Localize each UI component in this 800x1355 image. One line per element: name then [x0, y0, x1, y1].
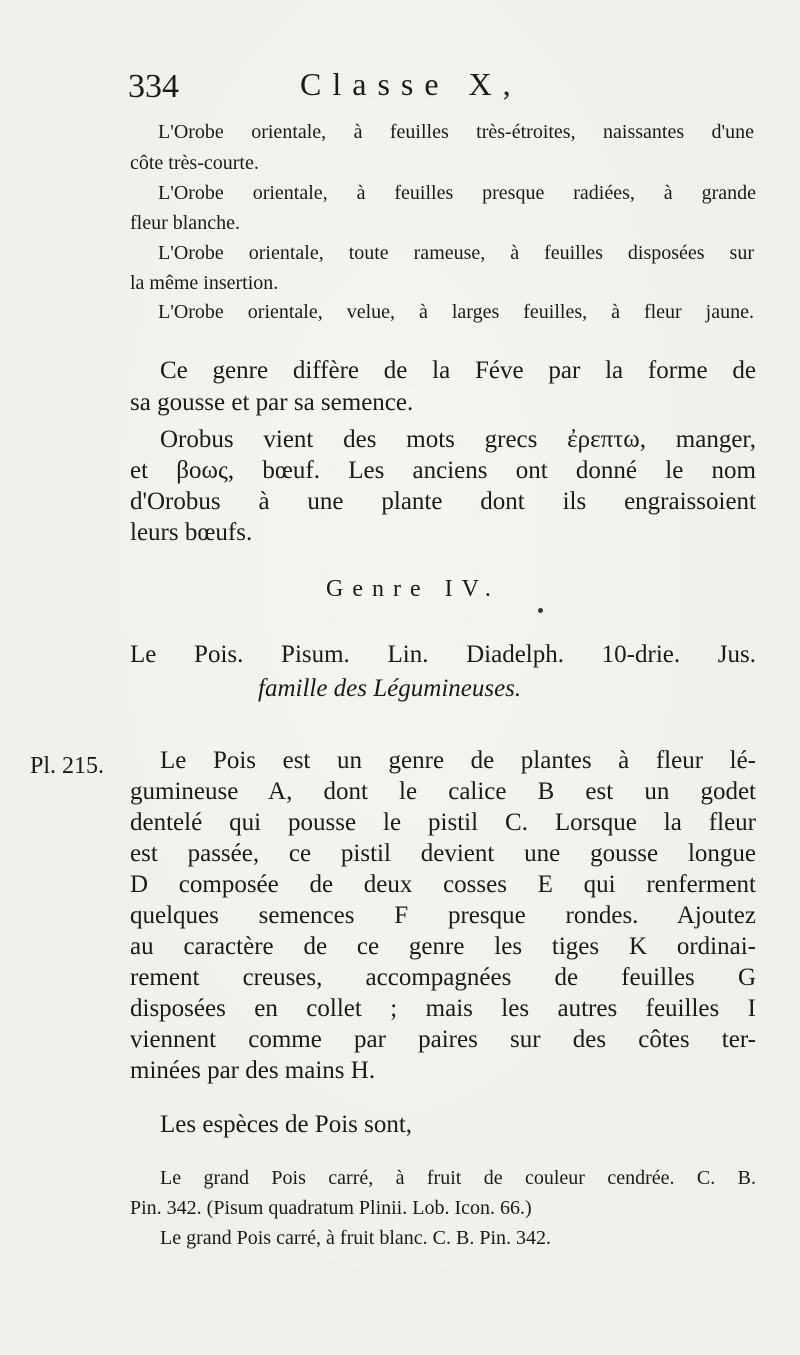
etymology-line-1: Orobus vient des mots grecs ἐρεπτω, manger,: [160, 426, 756, 453]
pois-desc-line-6: quelques semences F presque rondes. Ajoutez: [130, 902, 756, 929]
genre-diff-line-2: sa gousse et par sa semence.: [130, 389, 414, 416]
page-title: Classe X,: [300, 66, 522, 102]
orobe-line-6: la même insertion.: [130, 272, 279, 294]
orobe-line-3: L'Orobe orientale, à feuilles presque radiées, à grande: [158, 182, 756, 204]
orobe-line-2: côte très-courte.: [130, 152, 259, 174]
species-intro: Les espèces de Pois sont,: [160, 1111, 413, 1138]
pois-desc-line-11: minées par des mains H.: [130, 1057, 376, 1084]
genre-heading: Genre IV.: [326, 576, 500, 602]
page-number: 334: [128, 68, 179, 105]
etymology-line-2: et βοως, bœuf. Les anciens ont donné le nom: [130, 457, 756, 484]
species-line-3: Le grand Pois carré, à fruit blanc. C. B. Pin. 342.: [160, 1227, 552, 1249]
pois-desc-line-8: rement creuses, accompagnées de feuilles G: [130, 964, 756, 991]
orobe-line-1: L'Orobe orientale, à feuilles très-étroites, naissantes d'une: [158, 121, 754, 143]
etymology-line-4: leurs bœufs.: [130, 519, 253, 546]
pois-desc-line-7: au caractère de ce genre les tiges K ordinai-: [130, 933, 756, 960]
orobe-line-4: fleur blanche.: [130, 212, 240, 234]
pois-title-line-2: famille des Légumineuses.: [258, 675, 522, 702]
pois-desc-line-3: dentelé qui pousse le pistil C. Lorsque la fleur: [130, 809, 756, 836]
genre-diff-line-1: Ce genre diffère de la Féve par la forme de: [160, 357, 756, 384]
pois-desc-line-5: D composée de deux cosses E qui renferment: [130, 871, 756, 898]
etymology-line-3: d'Orobus à une plante dont ils engraissoient: [130, 488, 756, 515]
pois-desc-line-2: gumineuse A, dont le calice B est un godet: [130, 778, 756, 805]
pois-desc-line-9: disposées en collet ; mais les autres feuilles I: [130, 995, 756, 1022]
ornament-dot: [538, 608, 543, 613]
plate-reference: Pl. 215.: [30, 753, 105, 779]
pois-desc-line-4: est passée, ce pistil devient une gousse longue: [130, 840, 756, 867]
pois-desc-line-1: Le Pois est un genre de plantes à fleur lé-: [160, 747, 756, 774]
species-line-1: Le grand Pois carré, à fruit de couleur cendrée. C. B.: [160, 1167, 756, 1189]
pois-title-line-1: Le Pois. Pisum. Lin. Diadelph. 10-drie. Jus.: [130, 641, 756, 668]
orobe-line-7: L'Orobe orientale, velue, à larges feuilles, à fleur jaune.: [158, 301, 754, 323]
pois-desc-line-10: viennent comme par paires sur des côtes ter-: [130, 1026, 756, 1053]
species-line-2: Pin. 342. (Pisum quadratum Plinii. Lob. Icon. 66.): [130, 1197, 532, 1219]
orobe-line-5: L'Orobe orientale, toute rameuse, à feuilles disposées sur: [158, 242, 754, 264]
